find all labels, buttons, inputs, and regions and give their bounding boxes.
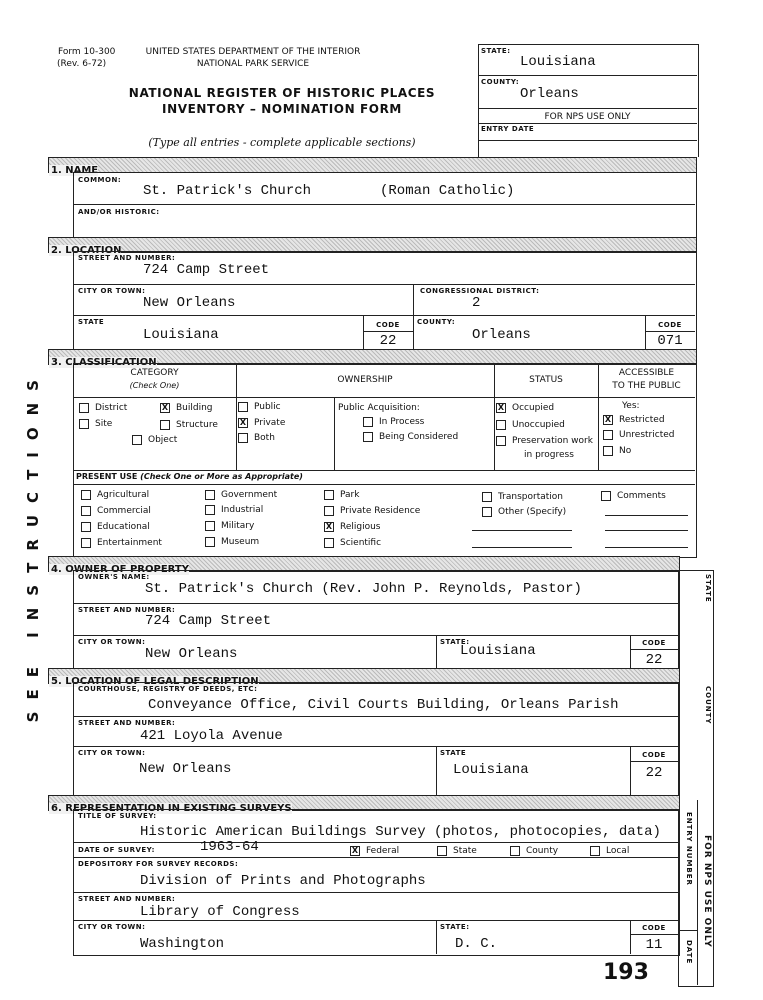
strip-entry-number: ENTRY NUMBER: [685, 812, 693, 886]
checkbox-both[interactable]: Both: [238, 433, 275, 443]
form-revision: (Rev. 6-72): [57, 59, 107, 69]
legal-street: 421 Loyola Avenue: [140, 728, 283, 744]
present-use-label: PRESENT USE (Check One or More as Appropriate): [76, 472, 303, 481]
checkbox-checked-icon: X: [161, 403, 169, 412]
checkbox-entertainment[interactable]: Entertainment: [81, 538, 162, 548]
page-number: 193: [603, 960, 649, 985]
checkbox-restricted[interactable]: X Restricted: [604, 415, 665, 425]
checkbox-government[interactable]: Government: [205, 490, 277, 500]
state-code: 22: [379, 333, 397, 349]
county-label: COUNTY:: [417, 318, 456, 326]
owner-street-label: STREET AND NUMBER:: [78, 606, 176, 614]
access-header: ACCESSIBLE: [618, 368, 675, 378]
survey-date-label: DATE OF SURVEY:: [78, 846, 155, 854]
checkbox-no[interactable]: No: [603, 446, 631, 456]
legal-code-label: CODE: [642, 751, 666, 759]
legal-code: 22: [645, 765, 663, 781]
checkbox-icon: [79, 403, 89, 413]
form-subtitle: INVENTORY – NOMINATION FORM: [162, 102, 402, 116]
checkbox-other[interactable]: Other (Specify): [482, 507, 566, 517]
section-name-header: 1. NAME: [48, 157, 697, 173]
form-title: NATIONAL REGISTER OF HISTORIC PLACES: [128, 86, 436, 100]
checkbox-checked-icon: X: [497, 403, 505, 412]
checkbox-public[interactable]: Public: [238, 402, 281, 412]
checkbox-icon: [238, 402, 248, 412]
owner-code: 22: [645, 652, 663, 668]
checkbox-comments[interactable]: Comments: [601, 491, 666, 501]
ownership-header: OWNERSHIP: [337, 375, 393, 385]
survey-state-label: STATE:: [440, 923, 470, 931]
depository-label: DEPOSITORY FOR SURVEY RECORDS:: [78, 860, 239, 868]
historic-label: AND/OR HISTORIC:: [78, 208, 160, 216]
district-label: CONGRESSIONAL DISTRICT:: [420, 287, 540, 295]
legal-street-label: STREET AND NUMBER:: [78, 719, 176, 727]
instructions: (Type all entries - complete applicable sections): [148, 136, 416, 149]
legal-state-label: STATE: [440, 749, 467, 757]
status-header: STATUS: [529, 375, 563, 385]
section-location-header: 2. LOCATION: [48, 237, 697, 253]
courthouse-label: COURTHOUSE, REGISTRY OF DEEDS, ETC:: [78, 685, 258, 693]
checkbox-checked-icon: X: [239, 418, 247, 427]
survey-code: 11: [645, 937, 663, 953]
yes-label: Yes:: [622, 401, 640, 411]
checkbox-religious[interactable]: X Religious: [325, 522, 381, 532]
checkbox-icon: [496, 436, 506, 446]
checkbox-checked-icon: X: [604, 415, 612, 424]
nps-county-label: COUNTY:: [481, 78, 520, 86]
checkbox-being-considered[interactable]: Being Considered: [363, 432, 458, 442]
checkbox-unrestricted[interactable]: Unrestricted: [603, 430, 674, 440]
section-surveys-header: 6. REPRESENTATION IN EXISTING SURVEYS: [48, 795, 680, 811]
survey-city-label: CITY OR TOWN:: [78, 923, 146, 931]
legal-city: New Orleans: [139, 761, 232, 777]
checkbox-icon: [603, 430, 613, 440]
service: NATIONAL PARK SERVICE: [196, 59, 310, 69]
survey-title: Historic American Buildings Survey (photos, photocopies, data): [140, 824, 661, 840]
code-label: CODE: [376, 321, 400, 329]
checkbox-federal[interactable]: X Federal: [351, 846, 400, 856]
checkbox-military[interactable]: Military: [205, 521, 254, 531]
checkbox-district[interactable]: District: [79, 403, 127, 413]
checkbox-structure[interactable]: Structure: [160, 420, 218, 430]
district-value: 2: [472, 295, 481, 311]
nps-county-value: Orleans: [520, 86, 579, 102]
legal-state: Louisiana: [453, 762, 529, 778]
checkbox-in-process[interactable]: In Process: [363, 417, 424, 427]
checkbox-museum[interactable]: Museum: [205, 537, 259, 547]
owner-state: Louisiana: [460, 643, 536, 659]
strip-date: DATE: [685, 940, 693, 965]
checkbox-private[interactable]: X Private: [239, 418, 286, 428]
city-label: CITY OR TOWN:: [78, 287, 146, 295]
depository-value: Division of Prints and Photographs: [140, 873, 426, 889]
checkbox-educational[interactable]: Educational: [81, 522, 150, 532]
form-number: Form 10-300: [58, 47, 116, 57]
checkbox-occupied[interactable]: X Occupied: [497, 403, 555, 413]
survey-title-label: TITLE OF SURVEY:: [78, 812, 157, 820]
common-name: St. Patrick's Church: [143, 183, 312, 199]
owner-label: OWNER'S NAME:: [78, 573, 150, 581]
checkbox-icon: [363, 417, 373, 427]
checkbox-private-residence[interactable]: Private Residence: [324, 506, 420, 516]
code-label: CODE: [658, 321, 682, 329]
checkbox-icon: [238, 433, 248, 443]
checkbox-unoccupied[interactable]: Unoccupied: [496, 420, 565, 430]
owner-street: 724 Camp Street: [145, 613, 272, 629]
strip-county: COUNTY: [704, 686, 712, 725]
common-label: COMMON:: [78, 176, 122, 184]
checkbox-park[interactable]: Park: [324, 490, 359, 500]
nps-state-value: Louisiana: [520, 54, 596, 70]
owner-state-label: STATE:: [440, 638, 470, 646]
checkbox-local[interactable]: Local: [590, 846, 629, 856]
survey-city: Washington: [140, 936, 225, 952]
access-header-2: TO THE PUBLIC: [612, 381, 681, 391]
checkbox-building[interactable]: X Building: [161, 403, 213, 413]
checkbox-transportation[interactable]: Transportation: [482, 492, 563, 502]
survey-state: D. C.: [455, 936, 498, 952]
checkbox-icon: [160, 420, 170, 430]
state-label: STATE: [78, 318, 105, 326]
checkbox-agricultural[interactable]: Agricultural: [81, 490, 149, 500]
county-code: 071: [657, 333, 683, 349]
checkbox-icon: [603, 446, 613, 456]
state-value: Louisiana: [143, 327, 219, 343]
nps-use-only: FOR NPS USE ONLY: [544, 112, 631, 122]
checkbox-icon: [79, 419, 89, 429]
strip-state: STATE: [704, 574, 712, 603]
survey-street: Library of Congress: [140, 904, 300, 920]
department: UNITED STATES DEPARTMENT OF THE INTERIOR: [145, 47, 361, 57]
common-note: (Roman Catholic): [380, 183, 515, 199]
checkbox-industrial[interactable]: Industrial: [205, 505, 263, 515]
category-header: CATEGORY: [130, 368, 179, 378]
legal-city-label: CITY OR TOWN:: [78, 749, 146, 757]
county-value: Orleans: [472, 327, 531, 343]
checkbox-state[interactable]: State: [437, 846, 477, 856]
owner-city: New Orleans: [145, 646, 238, 662]
checkbox-site[interactable]: Site: [79, 419, 112, 429]
section-legal-description-header: 5. LOCATION OF LEGAL DESCRIPTION: [48, 668, 680, 684]
checkbox-object[interactable]: Object: [132, 435, 177, 445]
checkbox-icon: [363, 432, 373, 442]
owner-value: St. Patrick's Church (Rev. John P. Reynolds, Pastor): [145, 581, 582, 597]
checkbox-scientific[interactable]: Scientific: [324, 538, 381, 548]
courthouse-value: Conveyance Office, Civil Courts Building, Orleans Parish: [148, 697, 619, 713]
checkbox-county[interactable]: County: [510, 846, 558, 856]
survey-street-label: STREET AND NUMBER:: [78, 895, 176, 903]
see-instructions: SEE INSTRUCTIONS: [24, 368, 42, 723]
checkbox-icon: [132, 435, 142, 445]
public-acquisition-label: Public Acquisition:: [338, 403, 420, 413]
checkbox-preservation[interactable]: Preservation work: [496, 436, 593, 446]
nps-state-label: STATE:: [481, 47, 511, 55]
in-progress-label: in progress: [524, 450, 574, 460]
street-label: STREET AND NUMBER:: [78, 254, 176, 262]
city-value: New Orleans: [143, 295, 236, 311]
owner-code-label: CODE: [642, 639, 666, 647]
survey-date: 1963-64: [200, 839, 259, 855]
checkbox-icon: [496, 420, 506, 430]
street-value: 724 Camp Street: [143, 262, 270, 278]
strip-nps-use: FOR NPS USE ONLY: [702, 835, 712, 948]
owner-city-label: CITY OR TOWN:: [78, 638, 146, 646]
section-owner-header: 4. OWNER OF PROPERTY: [48, 556, 680, 572]
entry-date-label: ENTRY DATE: [481, 125, 535, 133]
survey-code-label: CODE: [642, 924, 666, 932]
checkbox-commercial[interactable]: Commercial: [81, 506, 151, 516]
check-one-note: (Check One): [129, 381, 180, 390]
section-classification-header: 3. CLASSIFICATION: [48, 349, 697, 365]
